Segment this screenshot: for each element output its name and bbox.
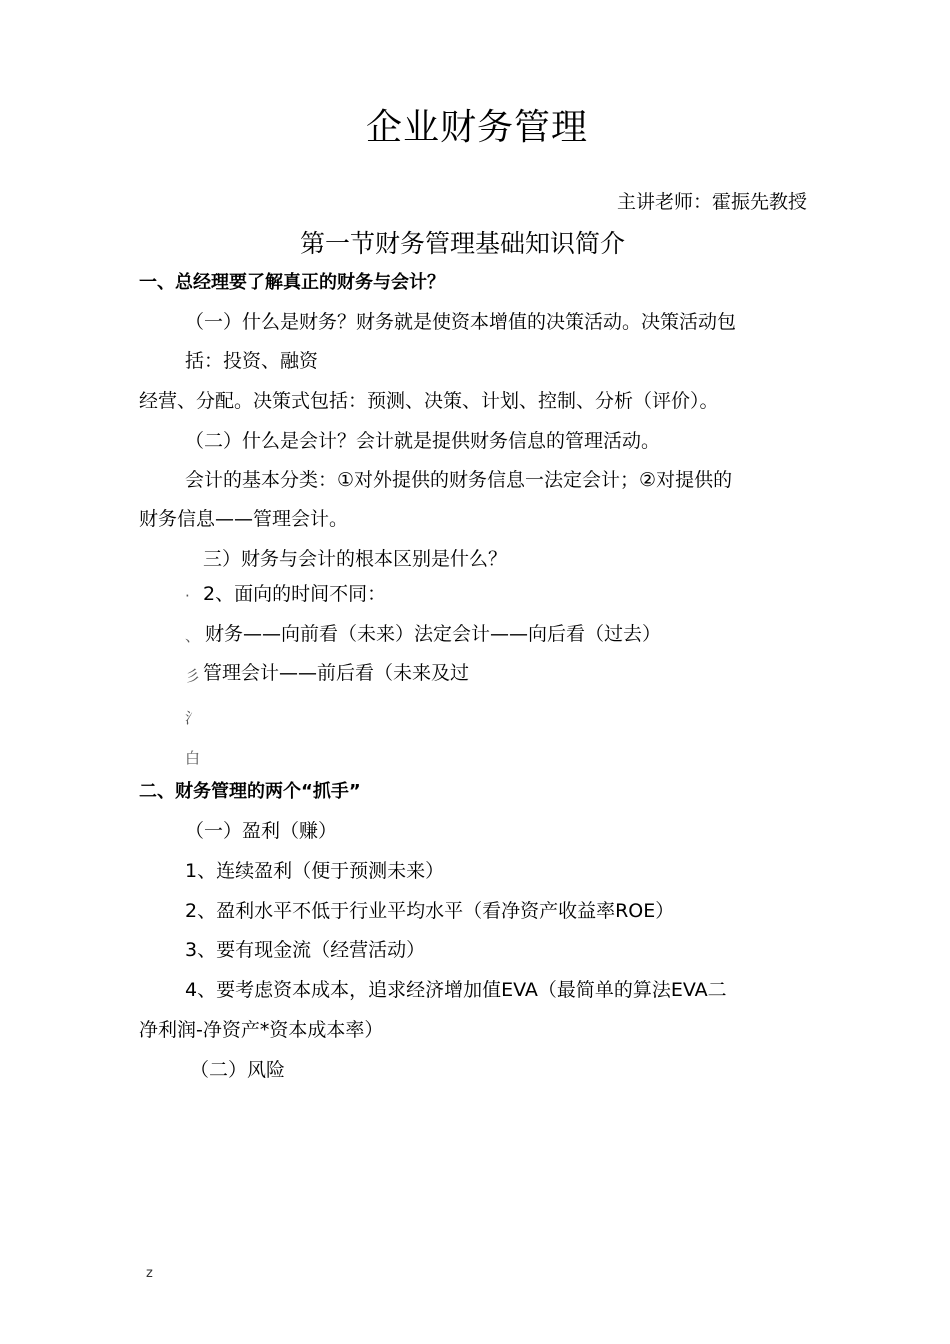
paragraph-finance-line1: （一）什么是财务？财务就是使资本增值的决策活动。决策活动包	[185, 311, 737, 333]
paragraph-classification-line2: 财务信息——管理会计。	[139, 508, 349, 530]
list-item: 4、要考虑资本成本，追求经济增加值EVA（最简单的算法EVA二	[185, 979, 727, 1001]
page-footer-mark: z	[146, 1266, 153, 1281]
document-title: 企业财务管理	[366, 107, 589, 148]
list-item: 3、要有现金流（经营活动）	[185, 939, 426, 961]
margin-fragment: 氵	[185, 709, 201, 727]
paragraph-management-accounting: 管理会计——前后看（未来及过	[203, 662, 470, 684]
margin-fragment: 彡	[185, 667, 201, 685]
list-item-continuation: 净利润-净资产*资本成本率）	[139, 1019, 384, 1041]
subheading-profit: （一）盈利（赚）	[185, 820, 338, 842]
section-title: 第一节财务管理基础知识简介	[300, 229, 626, 258]
list-item: 2、盈利水平不低于行业平均水平（看净资产收益率ROE）	[185, 900, 675, 922]
paragraph-accounting: （二）什么是会计？会计就是提供财务信息的管理活动。	[185, 430, 661, 452]
paragraph-difference: 三）财务与会计的根本区别是什么？	[203, 548, 508, 570]
heading-part2: 二、财务管理的两个“抓手”	[139, 781, 361, 802]
lecturer-line: 主讲老师：霍振先教授	[616, 191, 807, 213]
subheading-risk: （二）风险	[190, 1059, 286, 1081]
paragraph-time: 2、面向的时间不同：	[203, 583, 387, 605]
paragraph-finance-line3: 经营、分配。决策式包括：预测、决策、计划、控制、分析（评价）。	[139, 390, 719, 412]
heading-part1: 一、总经理要了解真正的财务与会计？	[139, 272, 445, 293]
margin-fragment: 白	[185, 749, 201, 767]
paragraph-classification-line1: 会计的基本分类：①对外提供的财务信息一法定会计；②对提供的	[185, 469, 733, 491]
margin-fragment: 、	[185, 627, 201, 645]
paragraph-forward-backward: 财务——向前看（未来）法定会计——向后看（过去）	[205, 623, 662, 645]
margin-fragment: ·	[185, 587, 190, 605]
list-item: 1、连续盈利（便于预测未来）	[185, 860, 445, 882]
paragraph-finance-line2: 括：投资、融资	[185, 350, 319, 372]
